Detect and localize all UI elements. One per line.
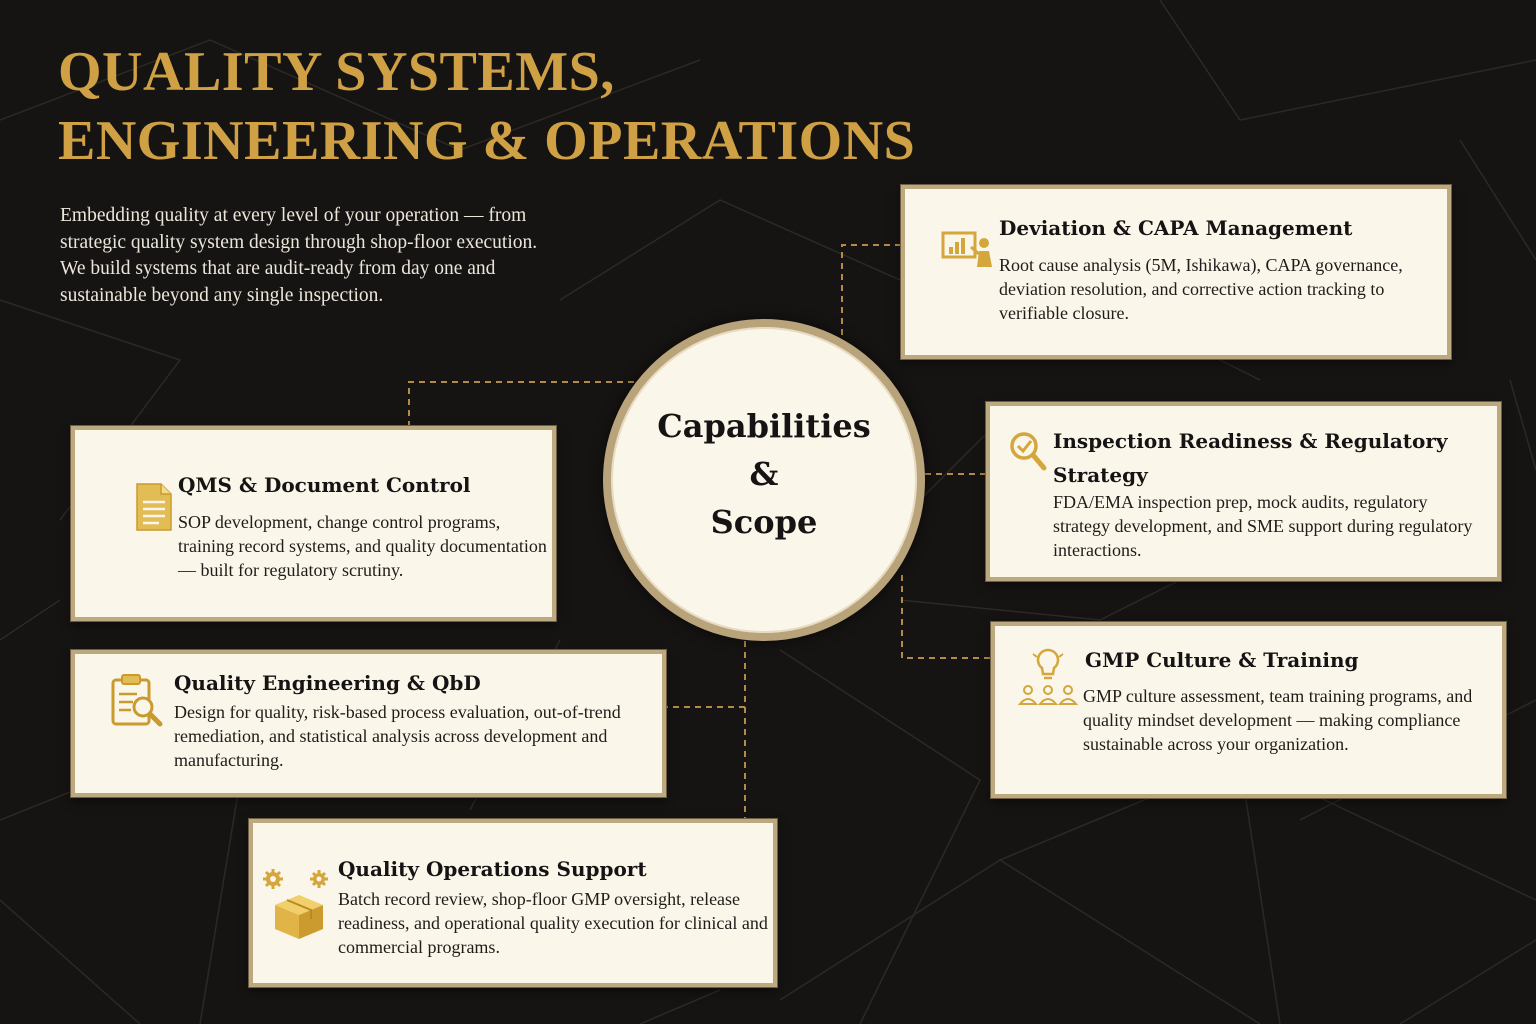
page-title	[58, 38, 915, 176]
card-body: SOP development, change control programs, training record systems, and quality documentation — built for regulatory scrutiny.	[178, 512, 547, 580]
card-title: QMS & Document Control	[178, 473, 471, 497]
card-quality-engineering	[71, 650, 666, 797]
document-icon	[135, 482, 173, 537]
connector-qms	[409, 382, 634, 426]
card-body: FDA/EMA inspection prep, mock audits, regulatory strategy development, and SME support during regulatory interactions.	[1053, 492, 1473, 560]
box-gears-icon	[261, 869, 333, 944]
magnifier-check-icon	[1008, 430, 1048, 479]
card-body: Root cause analysis (5M, Ishikawa), CAPA governance, deviation resolution, and corrective action tracking to verifiable closure.	[999, 255, 1403, 323]
lightbulb-team-icon	[1017, 646, 1079, 713]
presentation-chart-icon	[941, 229, 995, 274]
card-inspection-readiness	[986, 402, 1501, 581]
clipboard-magnifier-icon	[109, 672, 165, 733]
card-title: Inspection Readiness & Regulatory Strategy	[1053, 429, 1448, 487]
card-quality-operations	[249, 819, 777, 987]
card-title: Quality Operations Support	[338, 857, 647, 881]
card-title: Quality Engineering & QbD	[174, 671, 481, 695]
card-gmp-culture	[991, 622, 1506, 798]
card-title: GMP Culture & Training	[1085, 648, 1359, 672]
card-qms-document-control	[71, 426, 556, 621]
title-line-2: ENGINEERING & OPERATIONS	[58, 110, 916, 172]
hub-label-line-2: Scope	[710, 503, 818, 541]
card-title: Deviation & CAPA Management	[999, 216, 1353, 240]
card-body: Batch record review, shop-floor GMP oversight, release readiness, and operational quality execution for clinical and commercial programs.	[338, 889, 768, 957]
hub-label-line-1: Capabilities &	[657, 407, 871, 493]
card-body: Design for quality, risk-based process evaluation, out-of-trend remediation, and statistical analysis across development and manufacturing.	[174, 702, 621, 770]
connector-gmp	[902, 575, 991, 658]
card-body: GMP culture assessment, team training programs, and quality mindset development — making compliance sustainable across your organization.	[1083, 686, 1473, 754]
connector-qe	[666, 641, 745, 707]
hub-label	[639, 402, 889, 546]
connector-deviation	[842, 245, 901, 335]
title-line-1: QUALITY SYSTEMS,	[58, 41, 615, 103]
intro-text: Embedding quality at every level of your operation — from strategic quality system design through shop-floor execution. We build systems that are audit-ready from day one and sustainable beyond any single inspection.	[60, 205, 538, 306]
capabilities-hub	[603, 319, 925, 641]
card-deviation-capa	[901, 185, 1451, 359]
